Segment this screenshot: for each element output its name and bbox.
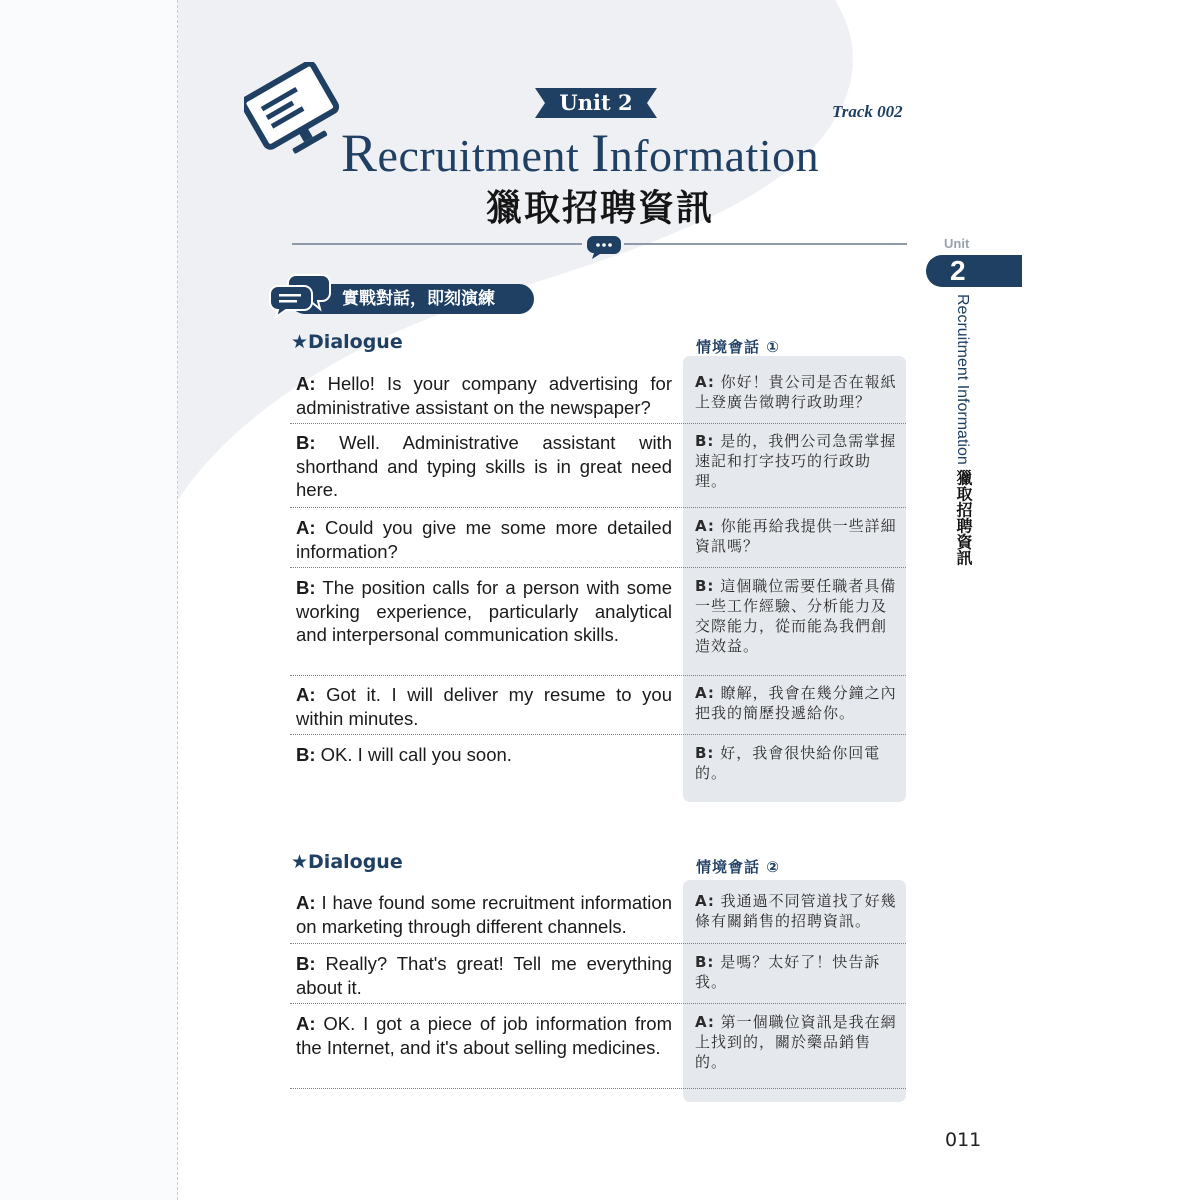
dialogue-row [290, 510, 906, 568]
dialogue-row [290, 677, 906, 735]
english-line: B: The position calls for a person with some working experience, particularly analytical and interpersonal communication skills. [296, 577, 672, 645]
english-line: A: Could you give me some more detailed information? [296, 517, 672, 562]
english-line: A: OK. I got a piece of job information from the Internet, and it's about selling medicines. [296, 1013, 672, 1058]
chinese-line: A: 第一個職位資訊是我在網上找到的，關於藥品銷售的。 [695, 1013, 897, 1071]
speech-bubble-icon [584, 233, 622, 259]
unit-badge-label: Unit 2 [559, 90, 633, 115]
chinese-line: A: 你能再給我提供一些詳細資訊嗎？ [695, 517, 897, 555]
dialogue-row [290, 946, 906, 1004]
dialogue-row [290, 1006, 906, 1089]
title-divider-right [624, 243, 907, 245]
chinese-line: B: 好，我會很快給你回電的。 [695, 744, 881, 782]
dialogue-row [290, 737, 906, 797]
english-line: A: I have found some recruitment information on marketing through different channels. [296, 892, 672, 937]
chinese-line: B: 是嗎？太好了！快告訴我。 [695, 953, 881, 991]
english-line: B: Really? That's great! Tell me everything about it. [296, 953, 672, 998]
chinese-line: A: 瞭解，我會在幾分鐘之內把我的簡歷投遞給你。 [695, 684, 897, 722]
english-line: B: OK. I will call you soon. [296, 744, 512, 765]
chat-bubbles-icon [266, 272, 338, 318]
side-tab-title: Recruitment Information 獵取招聘資訊 [954, 294, 971, 566]
side-tab[interactable] [926, 255, 1022, 287]
track-number[interactable]: Track 002 [832, 102, 903, 121]
dialogue-row [290, 885, 906, 944]
unit-badge [535, 88, 657, 118]
monitor-icon [244, 62, 348, 162]
dialogue-row [290, 366, 906, 424]
section-header-label: 實戰對話，即刻演練 [342, 289, 495, 309]
chinese-line: A: 我通過不同管道找了好幾條有關銷售的招聘資訊。 [695, 892, 897, 930]
chinese-line: A: 你好！貴公司是否在報紙上登廣告徵聘行政助理？ [695, 373, 897, 411]
title-divider-left [292, 243, 582, 245]
chinese-line: B: 是的，我們公司急需掌握速記和打字技巧的行政助理。 [695, 432, 897, 490]
dialogue-2-heading: ★Dialogue 情境會話 ② [291, 851, 780, 876]
page-title-english: Recruitment Information [341, 123, 820, 183]
page-number: 011 [945, 1129, 982, 1151]
dialogue-row [290, 570, 906, 676]
english-line: B: Well. Administrative assistant with shorthand and typing skills is in great need here. [296, 432, 672, 500]
english-line: A: Hello! Is your company advertising for administrative assistant on the newspaper? [296, 373, 672, 418]
page-title-chinese: 獵取招聘資訊 [485, 188, 714, 229]
dialogue-1-heading: ★Dialogue 情境會話 ① [291, 331, 780, 356]
side-tab-unit-label: Unit [944, 236, 970, 251]
side-tab-number: 2 [950, 255, 966, 286]
dialogue-row [290, 425, 906, 508]
chinese-line: B: 這個職位需要任職者具備一些工作經驗、分析能力及交際能力，從而能為我們創造效益。 [695, 577, 897, 655]
english-line: A: Got it. I will deliver my resume to you within minutes. [296, 684, 672, 729]
